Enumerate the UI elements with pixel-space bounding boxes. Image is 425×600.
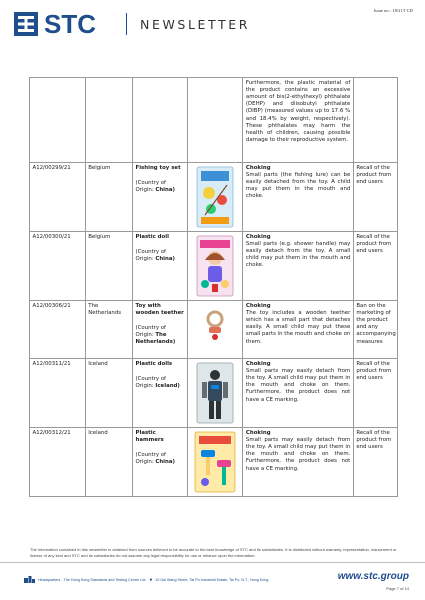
product-cell: [133, 232, 188, 301]
location-pin-icon: ●: [149, 576, 153, 583]
product-name: Plastic dolls: [135, 360, 173, 367]
country-cell: The Netherlands: [85, 301, 132, 359]
origin-label: (Country of Origin:: [135, 324, 166, 339]
plastic-dolls-image: [191, 361, 239, 425]
origin-label: (Country of Origin:: [135, 451, 166, 466]
ref-cell: [30, 78, 86, 163]
image-cell: [187, 428, 243, 497]
newsletter-title: NEWSLETTER: [140, 17, 251, 32]
product-cell: [133, 78, 188, 163]
issue-number: Issue no.: 18/21T CD: [373, 8, 413, 13]
measure-cell: [353, 78, 397, 163]
headquarters: [24, 576, 268, 583]
risk-cell: [243, 232, 353, 301]
risk-text: The toy includes a wooden teether which has a small part that detaches easily. A small child may put these small parts in the mouth and choke on them.: [245, 309, 351, 345]
ref-cell: A12/00312/21: [30, 428, 86, 497]
risk-text: Furthermore, the plastic material of the product contains an excessive amount of bis(2-ethylhexyl) phthalate (DEHP) and diisobutyl phthalate (DIBP) (measured values up to 17.6 % and 18.4% by weight, respectively). These phthalates may harm the health of children, causing possible damage to their reproductive system.: [245, 79, 351, 144]
image-cell: [187, 232, 243, 301]
country-cell: [85, 78, 132, 163]
risk-text: Small parts may easily detach from the toy. A small child may put them in the mouth and choke on them. Furthermore, the product does not have a CE marking.: [245, 367, 351, 403]
origin-value: The Netherlands): [135, 332, 176, 346]
product-name: Plastic hammers: [135, 429, 164, 443]
image-cell: [187, 163, 243, 232]
page-header: [0, 0, 425, 48]
risk-text: Small parts may easily detach from the toy. A small child may put them in the mouth and choke on them. Furthermore, the product does not have a CE marking.: [245, 436, 351, 472]
logo-text: STC: [44, 12, 96, 36]
origin-value: China): [155, 459, 175, 466]
risk-title: Choking: [245, 233, 271, 240]
risk-text: Small parts (e.g. shower handle) may easily detach from the toy. A small child may put them in the mouth and choke.: [245, 240, 351, 269]
measure-cell: Recall of the product from end users: [353, 232, 397, 301]
stc-logo: [14, 12, 124, 36]
risk-cell: [243, 78, 353, 163]
product-name: Plastic doll: [135, 233, 169, 240]
ref-cell: A12/00311/21: [30, 359, 86, 428]
measure-cell: Recall of the product from end users: [353, 163, 397, 232]
risk-cell: [243, 163, 353, 232]
origin-value: China): [155, 186, 175, 193]
product-cell: [133, 359, 188, 428]
country-cell: Belgium: [85, 163, 132, 232]
origin-label: (Country of Origin:: [135, 375, 166, 389]
product-cell: [133, 301, 188, 359]
risk-cell: [243, 301, 353, 359]
origin-label: (Country of Origin:: [135, 179, 166, 193]
product-cell: [133, 428, 188, 497]
alerts-table: [29, 77, 398, 497]
origin-value: China): [155, 255, 175, 262]
table-row: [30, 359, 398, 428]
country-cell: Belgium: [85, 232, 132, 301]
table-row: [30, 232, 398, 301]
measure-cell: Recall of the product from end users: [353, 428, 397, 497]
table-row: [30, 301, 398, 359]
risk-cell: [243, 359, 353, 428]
risk-title: Choking: [245, 164, 271, 171]
header-divider: [126, 13, 127, 35]
country-cell: Iceland: [85, 428, 132, 497]
wooden-teether-image: [195, 305, 235, 345]
risk-title: Choking: [245, 360, 271, 367]
table-row: [30, 163, 398, 232]
risk-cell: [243, 428, 353, 497]
product-cell: [133, 163, 188, 232]
image-cell: [187, 359, 243, 428]
hq-label: Headquarters - The Hong Kong Standards and Testing Centre Ltd.: [38, 577, 147, 582]
page-number: Page 7 of 14: [386, 586, 409, 591]
ref-cell: A12/00299/21: [30, 163, 86, 232]
risk-title: Choking: [245, 429, 271, 436]
image-cell: [187, 301, 243, 359]
table-row: [30, 428, 398, 497]
footer-divider: [0, 562, 425, 563]
product-name: Toy with wooden teether: [135, 302, 184, 316]
hq-address: 10 Dai Wang Street, Tai Po Industrial Estate, Tai Po, N.T., Hong Kong: [155, 577, 269, 582]
ref-cell: A12/00300/21: [30, 232, 86, 301]
risk-text: Small parts (the fishing lure) can be easily detached from the toy. A child may put them in the mouth and choke.: [245, 171, 351, 200]
fishing-toy-set-image: [191, 165, 239, 229]
building-icon: [24, 576, 35, 583]
origin-label: (Country of Origin:: [135, 248, 166, 262]
table-row: [30, 78, 398, 163]
country-cell: Iceland: [85, 359, 132, 428]
measure-cell: Recall of the product from end users: [353, 359, 397, 428]
plastic-doll-image: [191, 234, 239, 298]
ref-cell: A12/00306/21: [30, 301, 86, 359]
measure-cell: Ban on the marketing of the product and any accompanying measures: [353, 301, 397, 359]
origin-value: Iceland): [155, 382, 180, 389]
disclaimer: The information contained in this newsletter is obtained from sources believed to be accurate to the best knowledge of STC and its subsidiaries. It is distributed without warranty, representation, inducement or license of any kind and STC and its subsidiaries do not assume any legal responsibility for use or reliance upon the information.: [30, 547, 397, 558]
risk-title: Choking: [245, 302, 271, 309]
website-link[interactable]: www.stc.group: [337, 571, 409, 582]
image-cell: [187, 78, 243, 163]
product-name: Fishing toy set: [135, 164, 181, 171]
plastic-hammers-image: [191, 430, 239, 494]
